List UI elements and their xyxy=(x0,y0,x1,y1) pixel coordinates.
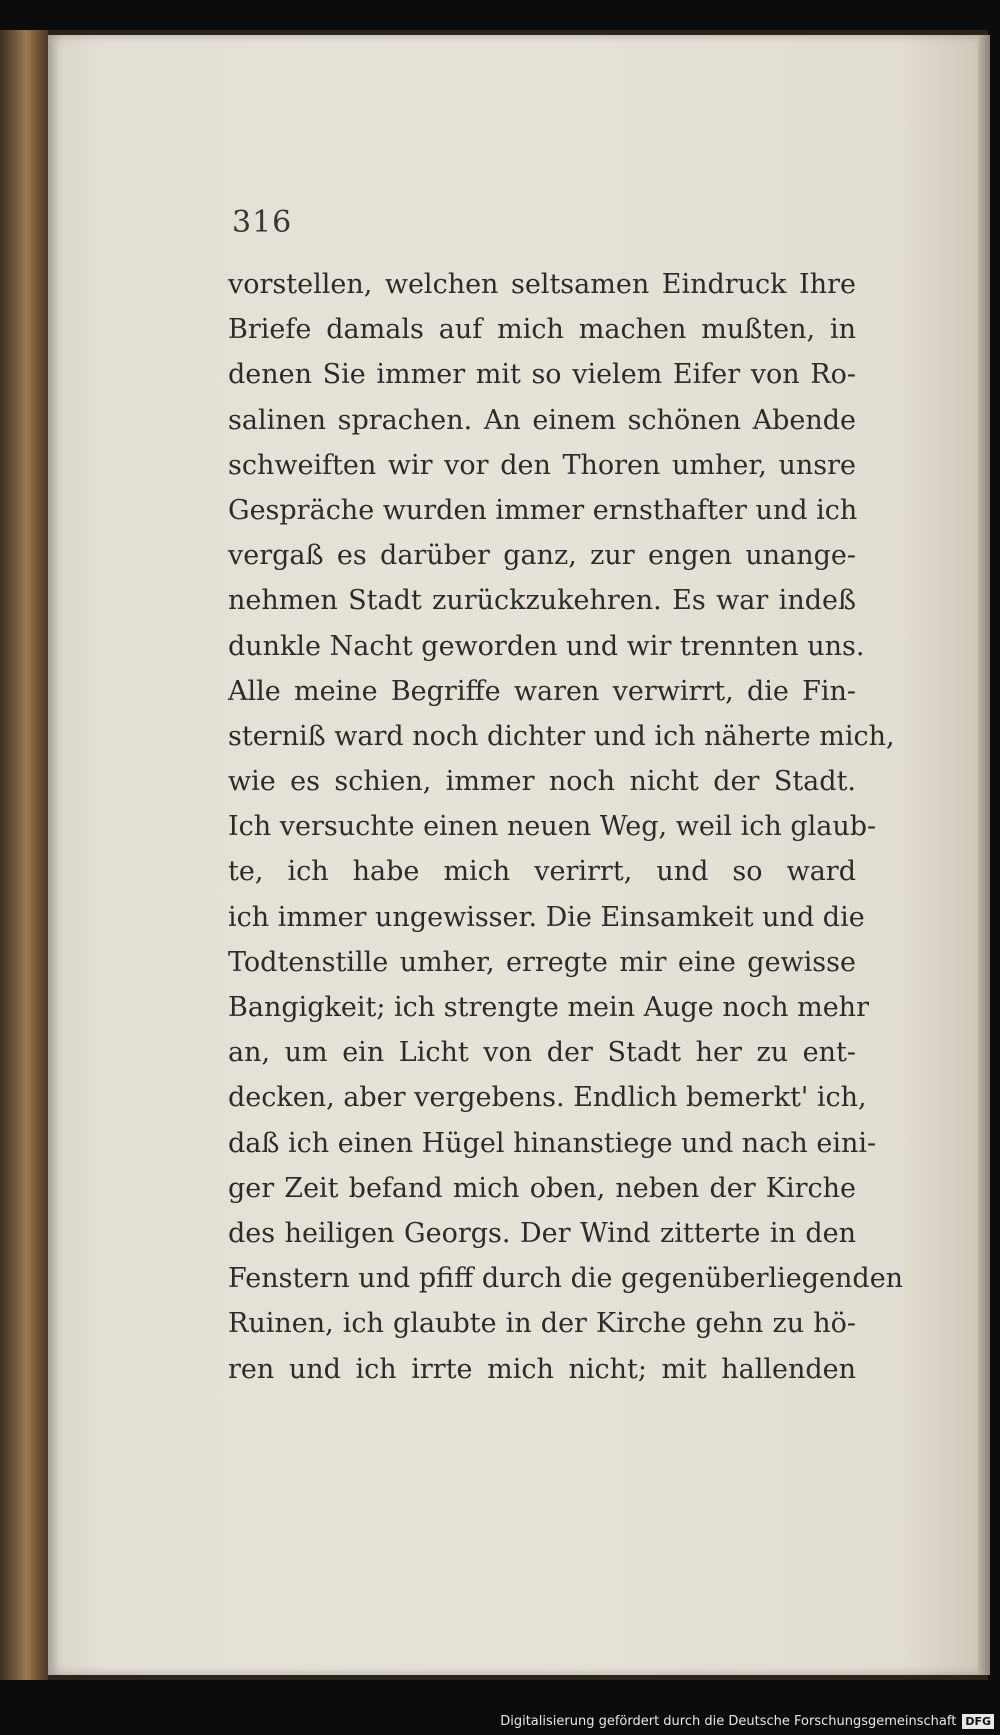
text-line: nehmen Stadt zurückzukehren. Es war indeß xyxy=(228,585,856,617)
dfg-logo: DFG xyxy=(962,1714,994,1729)
text-line: Briefe damals auf mich machen mußten, in xyxy=(228,314,856,346)
text-line: Alle meine Begriffe waren verwirrt, die Fin- xyxy=(228,675,856,707)
text-line: vergaß es darüber ganz, zur engen unange- xyxy=(228,540,856,572)
text-line: daß ich einen Hügel hinanstiege und nach eini- xyxy=(228,1127,877,1159)
digitization-credit xyxy=(500,1714,994,1729)
text-line: an, um ein Licht von der Stadt her zu ent- xyxy=(228,1037,856,1069)
text-line: decken, aber vergebens. Endlich bemerkt' ich, xyxy=(228,1082,867,1114)
text-line: Bangigkeit; ich strengte mein Auge noch mehr xyxy=(228,992,869,1023)
text-line: wie es schien, immer noch nicht der Stadt. xyxy=(228,766,856,798)
page-text xyxy=(228,262,904,1392)
credit-text: Digitalisierung gefördert durch die Deutsche Forschungsgemeinschaft xyxy=(500,1714,957,1729)
text-line: des heiligen Georgs. Der Wind zitterte in den xyxy=(228,1217,856,1249)
text-line: schweiften wir vor den Thoren umher, unsre xyxy=(228,449,856,481)
text-line: Todtenstille umher, erregte mir eine gewisse xyxy=(228,946,856,978)
text-line: Fenstern und pfiff durch die gegenüberliegenden xyxy=(228,1263,904,1295)
text-line: te, ich habe mich verirrt, und so ward xyxy=(228,856,856,888)
page-edge xyxy=(978,35,990,1675)
text-line: denen Sie immer mit so vielem Eifer von Ro- xyxy=(228,359,856,391)
text-line: ger Zeit befand mich oben, neben der Kirche xyxy=(228,1172,856,1204)
text-line: Ich versuchte einen neuen Weg, weil ich glaub- xyxy=(228,811,877,843)
page-number: 316 xyxy=(232,205,293,240)
text-line: vorstellen, welchen seltsamen Eindruck Ihre xyxy=(228,269,856,300)
text-line: salinen sprachen. An einem schönen Abende xyxy=(228,404,856,436)
text-line: Ruinen, ich glaubte in der Kirche gehn zu hö- xyxy=(228,1308,856,1340)
text-line: dunkle Nacht geworden und wir trennten uns. xyxy=(228,630,865,662)
text-line: Gespräche wurden immer ernsthafter und ich xyxy=(228,494,858,526)
text-line: sterniß ward noch dichter und ich näherte mich, xyxy=(228,720,895,752)
text-line: ren und ich irrte mich nicht; mit hallenden xyxy=(228,1353,856,1385)
book-spine xyxy=(0,30,48,1680)
text-line: ich immer ungewisser. Die Einsamkeit und die xyxy=(228,901,865,933)
